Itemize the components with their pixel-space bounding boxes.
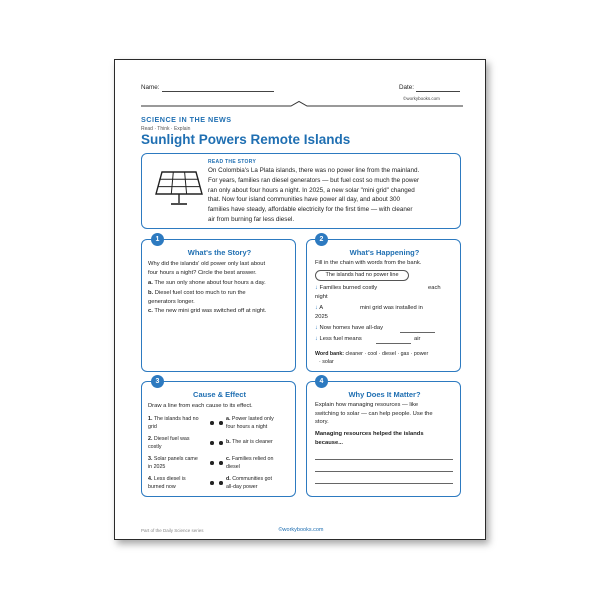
- word-bank-cont: · solar: [319, 359, 334, 365]
- footer-brand: ©workybooks.com: [278, 527, 324, 533]
- name-label: Name:: [141, 84, 160, 91]
- panel-4-title: Why Does It Matter?: [348, 390, 421, 399]
- panel-whats-happening: [306, 239, 461, 372]
- panel-4-bold-prompt: Managing resources helped the islands because...: [315, 431, 424, 446]
- footer-series: Part of the Daily Science series: [141, 528, 204, 533]
- section-kicker: SCIENCE IN THE NEWS: [141, 115, 232, 124]
- down-arrow-icon: ↓: [315, 325, 318, 331]
- effect-c: c. Families relied on diesel: [226, 456, 274, 470]
- panel-3-title: Cause & Effect: [193, 390, 246, 399]
- panel-why-it-matters: [306, 381, 461, 497]
- down-arrow-icon: ↓: [315, 285, 318, 291]
- panel-1-title: What's the Story?: [187, 248, 252, 257]
- blank-line[interactable]: [400, 332, 435, 333]
- story-label: READ THE STORY: [208, 159, 257, 165]
- answer-line[interactable]: [315, 459, 453, 460]
- date-label: Date:: [399, 84, 415, 91]
- panel-4-prompt: Explain how managing resources — like switching to solar — can help people. Use the story.: [315, 402, 433, 426]
- answer-option-c[interactable]: c. The new mini grid was switched off at night.: [148, 308, 267, 314]
- panel-1-number-badge: 1: [151, 233, 164, 246]
- chain-start-box: The islands had no power line: [315, 270, 409, 281]
- panel-3-number-badge: 3: [151, 375, 164, 388]
- story-box: [141, 153, 461, 229]
- cause-dot[interactable]: [210, 441, 214, 445]
- cause-3: 3. Solar panels came in 2025: [148, 456, 198, 470]
- effect-dot[interactable]: [219, 481, 223, 485]
- chain-step-1-end: night: [315, 294, 328, 300]
- effect-a: a. Power lasted only four hours a night: [226, 416, 274, 430]
- panel-4-number-badge: 4: [315, 375, 328, 388]
- chain-step-1: ↓ Families burned costly: [315, 285, 378, 291]
- answer-line[interactable]: [315, 471, 453, 472]
- effect-dot[interactable]: [219, 461, 223, 465]
- section-subtitle: Read · Think · Explain: [141, 126, 191, 132]
- panel-3-instruction: Draw a line from each cause to its effect.: [148, 403, 253, 409]
- cause-2: 2. Diesel fuel was costly: [148, 436, 190, 450]
- effect-dot[interactable]: [219, 441, 223, 445]
- cause-dot[interactable]: [210, 481, 214, 485]
- date-line: [416, 91, 460, 92]
- solar-panel-icon: [154, 168, 204, 210]
- panel-2-title: What's Happening?: [349, 248, 420, 257]
- answer-line[interactable]: [315, 483, 453, 484]
- worksheet-page: [114, 59, 486, 540]
- panel-2-instruction: Fill in the chain with words from the bank.: [315, 260, 422, 266]
- panel-2-number-badge: 2: [315, 233, 328, 246]
- chain-step-2: ↓ A: [315, 305, 324, 311]
- divider-with-notch: [141, 100, 463, 110]
- panel-1-question: Why did the islands' old power only last about four hours a night? Circle the best answer.: [148, 261, 266, 276]
- cause-dot[interactable]: [210, 421, 214, 425]
- down-arrow-icon: ↓: [315, 336, 318, 342]
- down-arrow-icon: ↓: [315, 305, 318, 311]
- word-bank: Word bank: cleaner · cool · diesel · gas · power: [315, 351, 429, 357]
- effect-d: d. Communities got all-day power: [226, 476, 272, 490]
- brand-text: ©workybooks.com: [403, 96, 440, 101]
- story-text: On Colombia's La Plata islands, there was no power line from the mainland. For years, families ran diesel generators — but fuel cost so much the power ran only about four hours a night. In 2025, a new solar "mini grid" changed that. Now four island communities have power all day, and about 300 families have steady, affordable electricity for the first time — with cleaner air from burning far less diesel.: [208, 167, 420, 223]
- answer-option-a[interactable]: a. The sun only shone about four hours a day.: [148, 280, 266, 286]
- cause-dot[interactable]: [210, 461, 214, 465]
- name-line: [162, 91, 274, 92]
- chain-step-4-tail: air: [414, 336, 421, 342]
- chain-step-3: ↓ Now homes have all-day: [315, 325, 384, 331]
- chain-step-1-tail: each: [428, 285, 441, 291]
- page-title: Sunlight Powers Remote Islands: [141, 132, 351, 147]
- chain-step-2-end: 2025: [315, 314, 328, 320]
- panel-cause-effect: [141, 381, 296, 497]
- answer-option-b[interactable]: b. Diesel fuel cost too much to run the generators longer.: [148, 290, 246, 305]
- cause-4: 4. Less diesel is burned now: [148, 476, 186, 490]
- chain-step-2-tail: mini grid was installed in: [360, 305, 423, 311]
- chain-step-4: ↓ Less fuel means: [315, 336, 362, 342]
- panel-whats-the-story: [141, 239, 296, 372]
- blank-line[interactable]: [376, 343, 411, 344]
- cause-1: 1. The islands had no grid: [148, 416, 199, 430]
- effect-b: b. The air is cleaner: [226, 439, 273, 445]
- effect-dot[interactable]: [219, 421, 223, 425]
